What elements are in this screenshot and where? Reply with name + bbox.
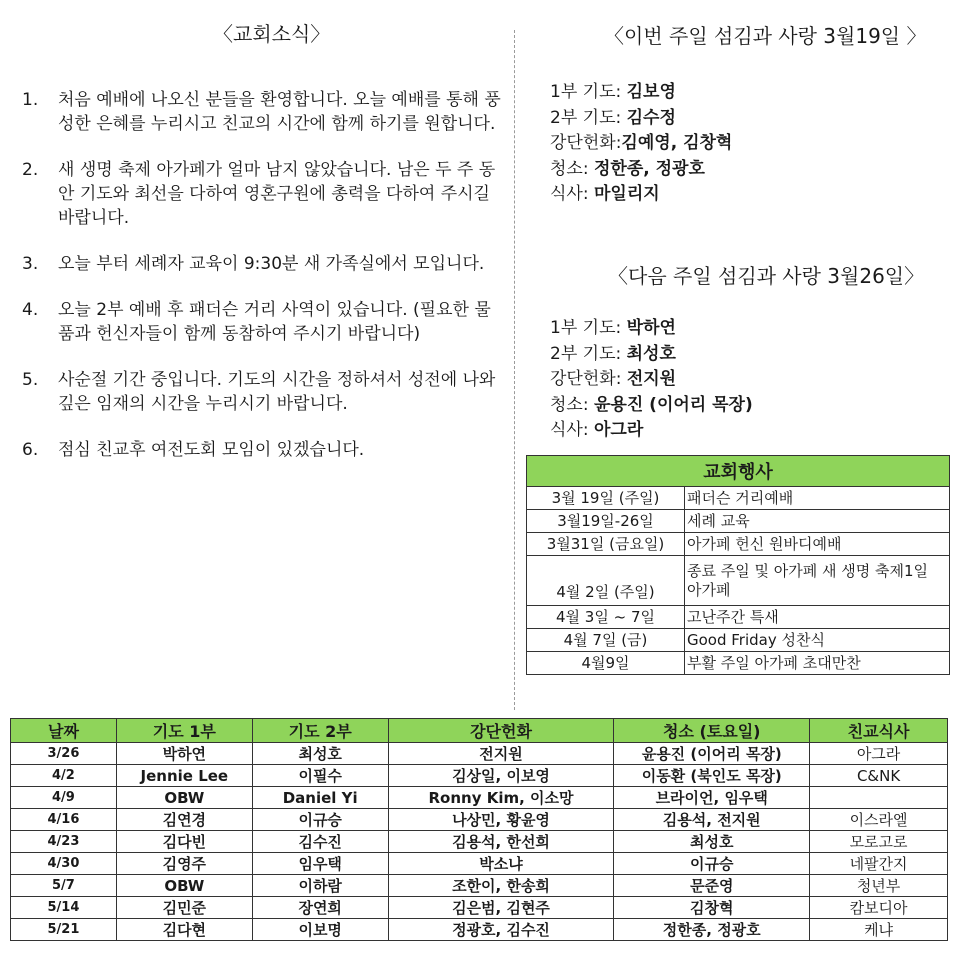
event-description: Good Friday 성찬식 xyxy=(685,629,950,652)
church-events-table xyxy=(526,455,950,675)
schedule-row xyxy=(11,765,948,787)
duty-row xyxy=(550,316,753,342)
this-week-title: 〈이번 주일 섬김과 사랑 3월19일 〉 xyxy=(604,24,927,48)
schedule-cell-date: 5/21 xyxy=(11,919,117,941)
column-divider xyxy=(514,30,515,710)
schedule-cell-date: 5/14 xyxy=(11,897,117,919)
schedule-cell-flowers: 조한이, 한송희 xyxy=(388,875,614,897)
event-row xyxy=(527,652,950,675)
duty-label: 청소: xyxy=(550,394,594,415)
event-description: 패더슨 거리예배 xyxy=(685,487,950,510)
schedule-cell-prayer-2: 이규승 xyxy=(252,809,388,831)
news-item-text: 처음 예배에 나오신 분들을 환영합니다. 오늘 예배를 통해 풍성한 은혜를 누리시고 친교의 시간에 함께 하기를 원합니다. xyxy=(58,90,501,134)
duty-value: 아그라 xyxy=(593,420,644,441)
schedule-header-cleaning: 청소 (토요일) xyxy=(614,719,810,743)
event-date: 4월 7일 (금) xyxy=(527,629,685,652)
event-date: 3월 19일 (주일) xyxy=(527,487,685,510)
schedule-row xyxy=(11,787,948,809)
event-date: 3월19일-26일 xyxy=(527,510,685,533)
duty-value: 김예영, 김창혁 xyxy=(621,133,733,154)
schedule-cell-flowers: 전지원 xyxy=(388,743,614,765)
schedule-cell-prayer-1: 김영주 xyxy=(116,853,252,875)
news-item-text: 사순절 기간 중입니다. 기도의 시간을 정하셔서 성전에 나와 깊은 임재의 시간을 누리시기 바랍니다. xyxy=(58,370,496,414)
duty-value: 박하연 xyxy=(626,318,676,338)
event-description: 아가페 헌신 원바디예배 xyxy=(685,533,950,556)
schedule-cell-meal: 이스라엘 xyxy=(810,809,948,831)
schedule-row xyxy=(11,897,948,919)
event-row xyxy=(527,629,950,652)
news-item xyxy=(22,368,502,416)
schedule-cell-cleaning: 이동환 (북인도 목장) xyxy=(614,765,810,787)
duty-label: 1부 기도: xyxy=(550,82,627,102)
duty-label: 2부 기도: xyxy=(550,343,627,364)
schedule-cell-prayer-2: 최성호 xyxy=(252,743,388,765)
schedule-cell-prayer-2: 김수진 xyxy=(252,831,388,853)
schedule-header-row xyxy=(11,719,948,743)
duty-value: 정한종, 정광호 xyxy=(593,158,705,179)
schedule-row xyxy=(11,831,948,853)
news-item xyxy=(22,158,502,230)
schedule-cell-meal: C&NK xyxy=(810,765,948,787)
schedule-cell-prayer-1: OBW xyxy=(116,875,252,897)
schedule-cell-date: 4/30 xyxy=(11,853,117,875)
schedule-cell-cleaning: 최성호 xyxy=(614,831,810,853)
duty-row xyxy=(550,106,732,132)
schedule-cell-cleaning: 브라이언, 임우택 xyxy=(614,787,810,809)
event-row xyxy=(527,556,950,606)
next-week-title: 〈다음 주일 섬김과 사랑 3월26일〉 xyxy=(608,264,925,288)
duty-label: 2부 기도: xyxy=(550,107,627,128)
schedule-cell-prayer-2: 임우택 xyxy=(252,853,388,875)
event-date: 4월 2일 (주일) xyxy=(527,556,685,606)
schedule-row xyxy=(11,875,948,897)
event-description: 종료 주일 및 아가페 새 생명 축제1일 아가페 xyxy=(685,556,950,606)
schedule-cell-prayer-1: Jennie Lee xyxy=(116,765,252,787)
schedule-cell-flowers: 박소냐 xyxy=(388,853,614,875)
schedule-header-flowers: 강단헌화 xyxy=(388,719,614,743)
news-item-text: 새 생명 축제 아가페가 얼마 남지 않았습니다. 남은 두 주 동안 기도와 최선을 다하여 영혼구원에 총력을 다하여 주시길 바랍니다. xyxy=(58,160,496,228)
news-item xyxy=(22,438,502,462)
schedule-row xyxy=(11,743,948,765)
duty-label: 식사: xyxy=(550,420,594,441)
event-row xyxy=(527,606,950,629)
duty-row xyxy=(550,157,732,183)
schedule-cell-prayer-1: 김다빈 xyxy=(116,831,252,853)
news-item-text: 오늘 부터 세례자 교육이 9:30분 새 가족실에서 모입니다. xyxy=(58,254,485,274)
schedule-cell-cleaning: 김용석, 전지원 xyxy=(614,809,810,831)
duty-row xyxy=(550,131,732,157)
schedule-header-meal: 친교식사 xyxy=(810,719,948,743)
news-item-number: 1. xyxy=(22,90,39,110)
schedule-cell-cleaning: 김창혁 xyxy=(614,897,810,919)
church-news-list xyxy=(22,88,502,462)
duty-row xyxy=(550,342,753,368)
event-row xyxy=(527,487,950,510)
news-item xyxy=(22,298,502,346)
schedule-cell-flowers: 김상일, 이보영 xyxy=(388,765,614,787)
schedule-row xyxy=(11,853,948,875)
schedule-cell-flowers: 김용석, 한선희 xyxy=(388,831,614,853)
schedule-header-date: 날짜 xyxy=(11,719,117,743)
schedule-cell-meal: 케냐 xyxy=(810,919,948,941)
this-week-duties xyxy=(550,80,732,208)
schedule-cell-meal: 아그라 xyxy=(810,743,948,765)
schedule-cell-flowers: 나상민, 황윤영 xyxy=(388,809,614,831)
duty-value: 마일리지 xyxy=(593,184,660,205)
duty-label: 강단헌화: xyxy=(550,133,622,154)
duty-label: 1부 기도: xyxy=(550,318,627,338)
schedule-cell-prayer-1: 김다현 xyxy=(116,919,252,941)
schedule-cell-prayer-2: Daniel Yi xyxy=(252,787,388,809)
duty-row xyxy=(550,393,753,419)
news-item-text: 점심 친교후 여전도회 모임이 있겠습니다. xyxy=(58,440,365,460)
news-item xyxy=(22,88,502,136)
event-date: 4월 3일 ~ 7일 xyxy=(527,606,685,629)
schedule-cell-date: 3/26 xyxy=(11,743,117,765)
schedule-cell-flowers: Ronny Kim, 이소망 xyxy=(388,787,614,809)
schedule-cell-prayer-2: 이보명 xyxy=(252,919,388,941)
event-description: 세례 교육 xyxy=(685,510,950,533)
schedule-cell-meal: 청년부 xyxy=(810,875,948,897)
duty-value: 김수정 xyxy=(626,107,676,128)
schedule-cell-prayer-1: 박하연 xyxy=(116,743,252,765)
duty-row xyxy=(550,367,753,393)
schedule-row xyxy=(11,809,948,831)
schedule-cell-cleaning: 문준영 xyxy=(614,875,810,897)
schedule-cell-prayer-1: 김연경 xyxy=(116,809,252,831)
news-item-number: 2. xyxy=(22,160,39,180)
event-description: 부활 주일 아가페 초대만찬 xyxy=(685,652,950,675)
duty-label: 청소: xyxy=(550,158,594,179)
news-item-number: 5. xyxy=(22,370,39,390)
schedule-row xyxy=(11,919,948,941)
duty-row xyxy=(550,182,732,208)
event-date: 4월9일 xyxy=(527,652,685,675)
duty-value: 최성호 xyxy=(626,343,676,364)
schedule-cell-flowers: 정광호, 김수진 xyxy=(388,919,614,941)
duty-row xyxy=(550,418,753,444)
schedule-cell-date: 5/7 xyxy=(11,875,117,897)
duty-value: 김보영 xyxy=(626,82,676,102)
service-schedule-table xyxy=(10,718,948,941)
schedule-cell-cleaning: 이규승 xyxy=(614,853,810,875)
schedule-cell-cleaning: 정한종, 정광호 xyxy=(614,919,810,941)
news-item-text: 오늘 2부 예배 후 패더슨 거리 사역이 있습니다. (필요한 물품과 헌신자들이 함께 동참하여 주시기 바랍니다) xyxy=(58,300,491,344)
news-item xyxy=(22,252,502,276)
schedule-cell-prayer-1: OBW xyxy=(116,787,252,809)
news-item-number: 3. xyxy=(22,254,39,274)
church-news-title: 〈교회소식〉 xyxy=(213,22,331,46)
schedule-cell-prayer-1: 김민준 xyxy=(116,897,252,919)
schedule-cell-flowers: 김은범, 김현주 xyxy=(388,897,614,919)
schedule-cell-meal: 캄보디아 xyxy=(810,897,948,919)
schedule-cell-meal xyxy=(810,787,948,809)
schedule-cell-meal: 네팔간지 xyxy=(810,853,948,875)
schedule-cell-cleaning: 윤용진 (이어리 목장) xyxy=(614,743,810,765)
schedule-cell-meal: 모로고로 xyxy=(810,831,948,853)
news-item-number: 6. xyxy=(22,440,39,460)
schedule-cell-date: 4/16 xyxy=(11,809,117,831)
duty-value: 윤용진 (이어리 목장) xyxy=(593,394,753,415)
event-row xyxy=(527,533,950,556)
event-date: 3월31일 (금요일) xyxy=(527,533,685,556)
duty-row xyxy=(550,80,732,106)
events-title: 교회행사 xyxy=(527,456,950,487)
schedule-cell-prayer-2: 장연희 xyxy=(252,897,388,919)
schedule-cell-prayer-2: 이하람 xyxy=(252,875,388,897)
duty-label: 식사: xyxy=(550,184,594,205)
schedule-cell-date: 4/2 xyxy=(11,765,117,787)
event-row xyxy=(527,510,950,533)
schedule-body xyxy=(11,743,948,941)
event-description: 고난주간 특새 xyxy=(685,606,950,629)
schedule-cell-date: 4/9 xyxy=(11,787,117,809)
schedule-cell-date: 4/23 xyxy=(11,831,117,853)
duty-label: 강단헌화: xyxy=(550,369,627,390)
schedule-header-prayer-1: 기도 1부 xyxy=(116,719,252,743)
news-item-number: 4. xyxy=(22,300,39,320)
duty-value: 전지원 xyxy=(626,369,677,390)
next-week-duties xyxy=(550,316,753,444)
schedule-header-prayer-2: 기도 2부 xyxy=(252,719,388,743)
schedule-cell-prayer-2: 이필수 xyxy=(252,765,388,787)
